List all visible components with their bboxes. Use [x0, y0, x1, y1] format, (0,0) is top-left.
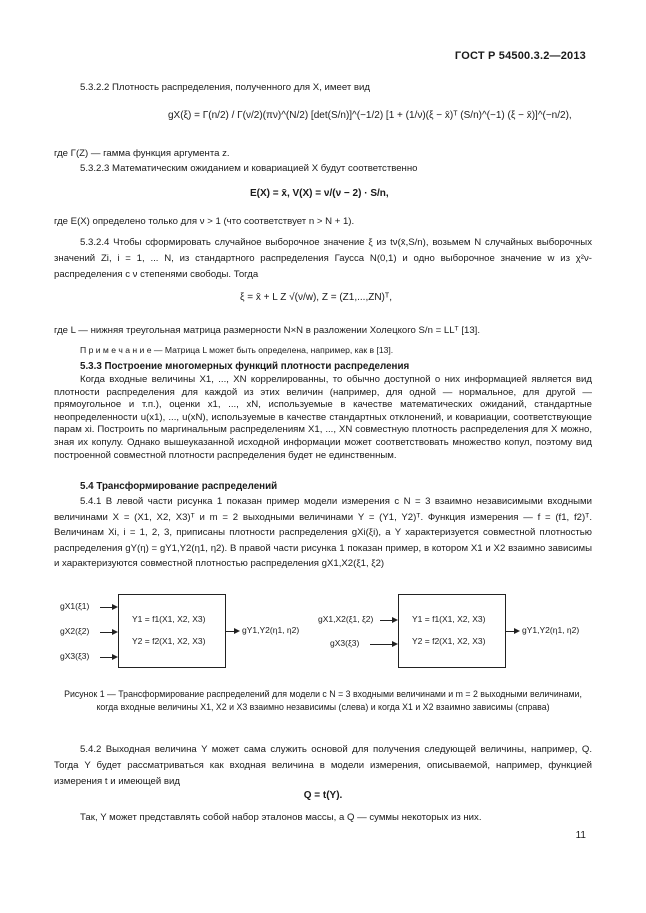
section-541-text: 5.4.1 В левой части рисунка 1 показан пример модели измерения с N = 3 взаимно независимыми входными величинами X = (X1, X2, X3)ᵀ и m = 2 выходными величинами Y = (Y1, Y2)ᵀ. Функция измерения — f = (f1, f2)ᵀ. Величинам Xi, i = 1, 2, 3, приписаны плотности распределения gXi(ξi), а Y характеризуется совместной плотностью распределения gY(η) = gY1,Y2(η1, η2). В правой части рисунка 1 показан пример, в котором X1 и X2 взаимно зависимы и характеризуются совместной плотностью распределения gX1,X2(ξ1, ξ2) [54, 496, 592, 570]
formula-expectation: E(X) = x̄, V(X) = ν/(ν − 2) · S/n, [250, 188, 389, 199]
page-number: 11 [575, 830, 586, 841]
document-code: ГОСТ Р 54500.3.2—2013 [454, 50, 586, 62]
section-542-closing: Так, Y может представлять собой набор эталонов массы, а Q — суммы некоторых из них. [80, 812, 482, 823]
figure-caption: Рисунок 1 — Трансформирование распределений для модели с N = 3 входными величинами и m = 2 выходными величинами, когда входные величины X1, X2 и X3 взаимно независимы (слева) и когда X1 и X2 взаимно зависимы (справа) [64, 689, 582, 712]
input-gx3: gX3(ξ3) [60, 651, 90, 661]
model-box-left [118, 594, 226, 668]
formula-density: gX(ξ) = Γ(n/2) / Γ(ν/2)(πν)^(N/2) [det(S/n)]^(−1/2) [1 + (1/ν)(ξ − x̄)ᵀ (S/n)^(−1) (ξ − x̄)]^(−n/2), [168, 110, 572, 121]
input-gx1: gX1(ξ1) [60, 601, 90, 611]
input-gx2: gX2(ξ2) [60, 626, 90, 636]
note: П р и м е ч а н и е — Матрица L может быть определена, например, как в [13]. [80, 345, 394, 355]
arrow-head [234, 628, 240, 634]
section-533-text: Когда входные величины X1, ..., XN коррелированны, то обычно доступной о них информацией является вид плотности распределения для каждой из этих величин (например, для одной — нормальное, для другой — прямоугольное и т.п.), оценки x1, ..., xN, используемые в качестве математических ожиданий, стандартные неопределенности u(x1), ..., u(xN), используемые в качестве стандартных отклонений, и ковариации, соответствующие парам xi. Построить по маргинальным распределениям X1, ..., XN совместную плотность распределения для X можно, зная их копулу. Однако вышеуказанной исходной информации может соответствовать множество копул, поэтому вид построенной совместной плотности распределения будет не единственным. [54, 374, 592, 461]
input-gx3: gX3(ξ3) [330, 638, 360, 648]
formula-q: Q = t(Y). [303, 790, 343, 801]
arrow-line [370, 644, 394, 645]
output-gy: gY1,Y2(η1, η2) [522, 625, 580, 635]
section-533-title: 5.3.3 Построение многомерных функций плотности распределения [80, 361, 410, 372]
section-5323-where: где E(X) определено только для ν > 1 (что соответствует n > N + 1). [54, 216, 355, 227]
formula-sample: ξ = x̄ + L Z √(ν/w), Z = (Z1,...,ZN)ᵀ, [240, 292, 392, 303]
equation-y2: Y2 = f2(X1, X2, X3) [412, 636, 486, 646]
equation-y1: Y1 = f1(X1, X2, X3) [132, 614, 206, 624]
equation-y1: Y1 = f1(X1, X2, X3) [412, 614, 486, 624]
section-5322-intro: 5.3.2.2 Плотность распределения, полученного для X, имеет вид [80, 82, 370, 93]
section-5324-where: где L — нижняя треугольная матрица размерности N×N в разложении Холецкого S/n = LLᵀ [13]. [54, 325, 481, 336]
equation-y2: Y2 = f2(X1, X2, X3) [132, 636, 206, 646]
section-54-title: 5.4 Трансформирование распределений [80, 481, 278, 492]
arrow-head [514, 628, 520, 634]
section-5322-where: где Γ(Z) — гамма функция аргумента z. [54, 148, 230, 159]
section-5323-intro: 5.3.2.3 Математическим ожиданием и ковариацией X будут соответственно [80, 163, 418, 174]
section-542-text: 5.4.2 Выходная величина Y может сама служить основой для получения следующей величины, например, Q. Тогда Y будет рассматриваться как входная величина в модели измерения, описываемой, например, функцией измерения t и имеющей вид [54, 744, 592, 787]
section-5324-text: 5.3.2.4 Чтобы сформировать случайное выборочное значение ξ из tν(x̄,S/n), возьмем N случайных выборочных значений Zi, i = 1, ... N, из стандартного распределения Гаусса N(0,1) и одно выборочное значение w из χ²ν-распределения с ν степенями свободы. Тогда [54, 237, 592, 280]
output-gy: gY1,Y2(η1, η2) [242, 625, 300, 635]
input-gx12: gX1,X2(ξ1, ξ2) [318, 614, 374, 624]
model-box-right [398, 594, 506, 668]
